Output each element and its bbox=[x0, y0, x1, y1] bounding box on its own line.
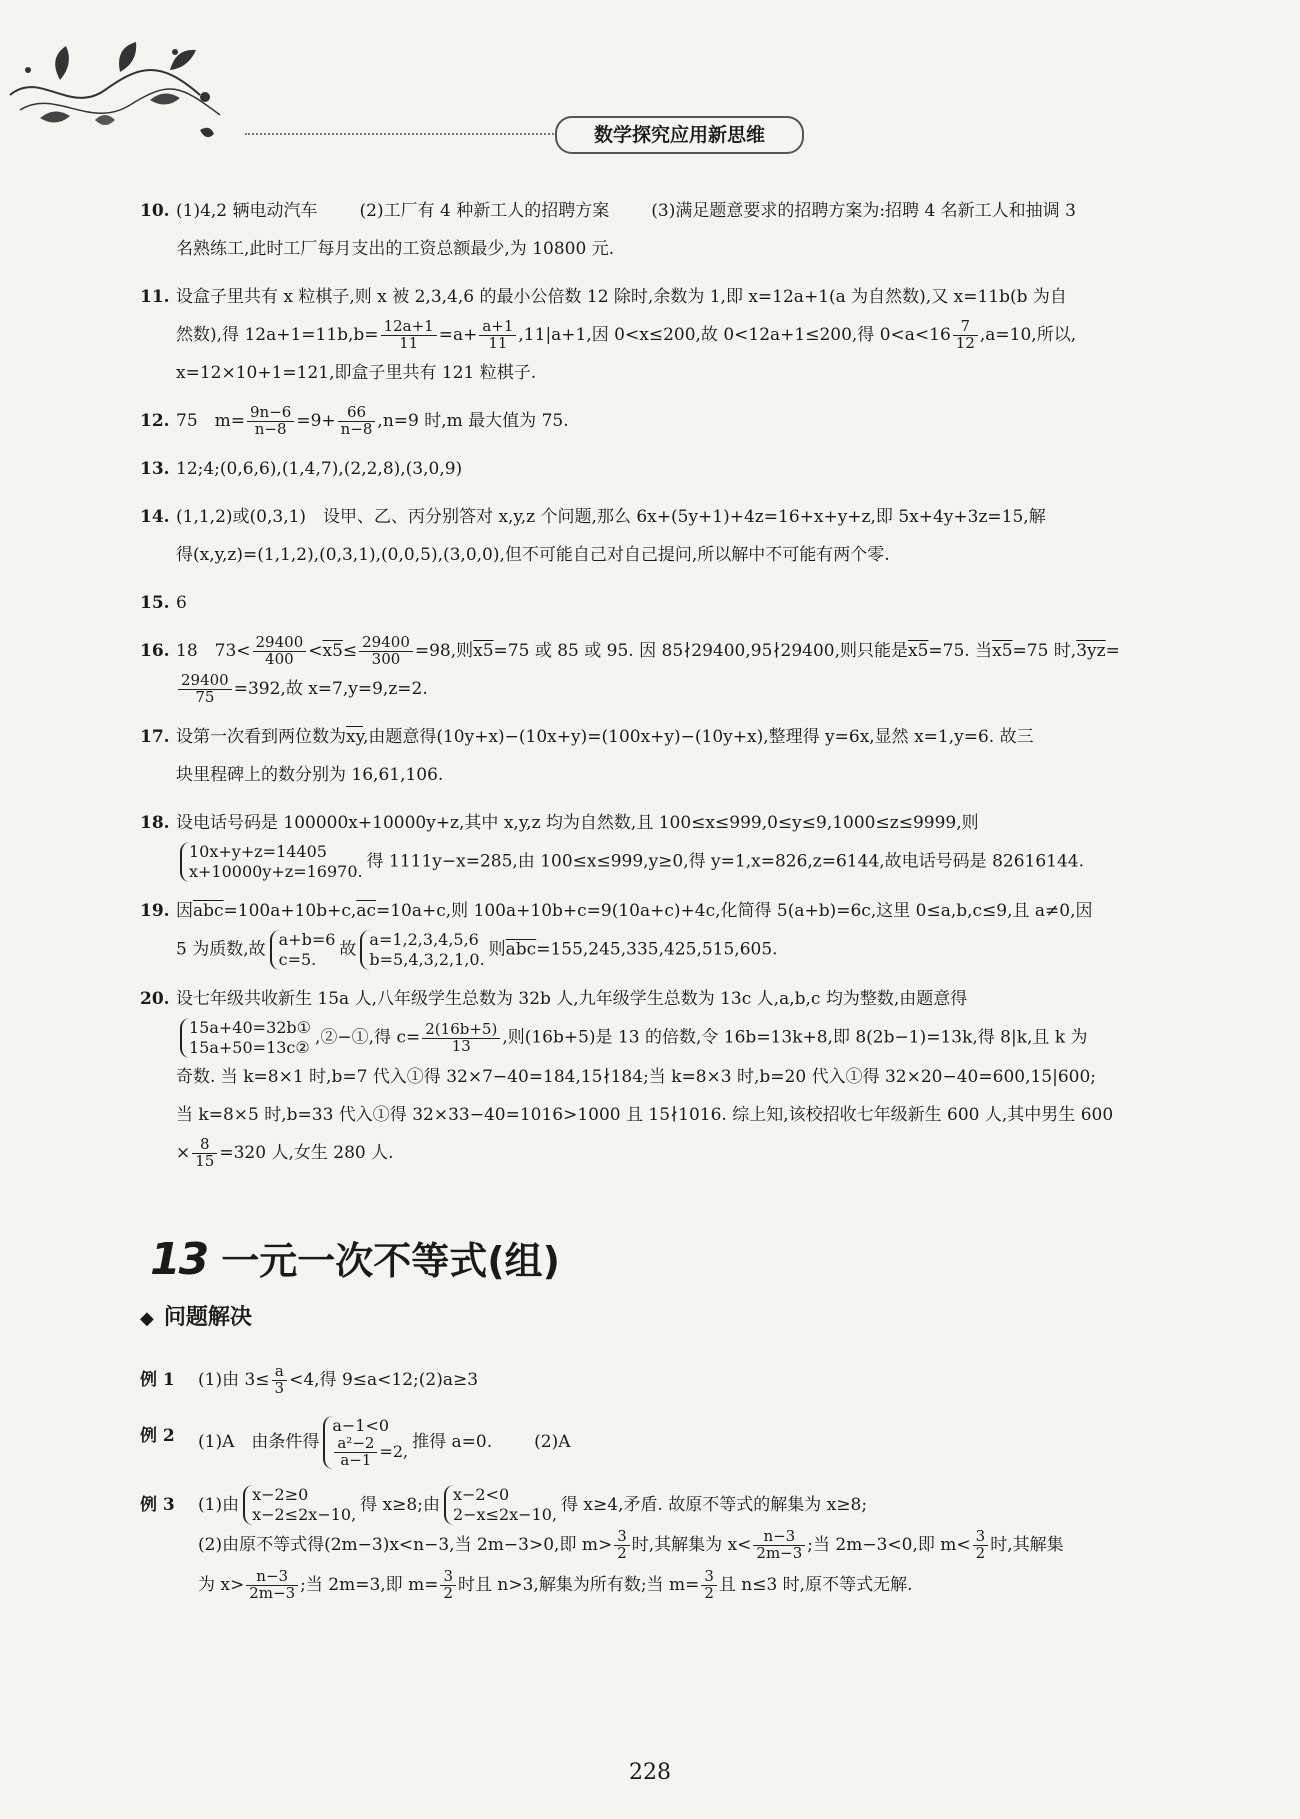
floral-ornament-icon bbox=[0, 0, 260, 160]
item-number: 16. bbox=[140, 641, 170, 661]
item-number: 17. bbox=[140, 727, 170, 747]
answer-14: 14. (1,1,2)或(0,3,1) 设甲、乙、丙分别答对 x,y,z 个问题,那么 6x+(5y+1)+4z=16+x+y+z,即 5x+4y+3z=15,解 得(x,y,z)=(1,1,2),(0,3,1),(0,0,5),(3,0,0),但不可能自己对自己提问,所以解中不可能有两个零. bbox=[140, 498, 1232, 574]
answer-20: 20. 设七年级共收新生 15a 人,八年级学生总数为 32b 人,九年级学生总数为 13c 人,a,b,c 均为整数,由题意得 15a+40=32b① 15a+50=13c② ,②−①,得 c= $\frac{2(16b+5)}{13}$ ,则(16b+5)是 13 的倍数,令 16b=13k+8,即 8(2b−1)=13k,得 8|k,且 k 为 奇数. 当 k=8×1 时,b=7 代入①得 32×7−40=184,15∤184;当 k=8×3 时,b=20 代入①得 32×20−40=600,15|600; 当 k=8×5 时,b=33 代入①得 32×33−40=1016>1000 且 15∤1016. 综上知,该校招收七年级新生 600 人,其中男生 600 × $\frac{8}{15}$ =320 人,女生 280 人. bbox=[140, 980, 1232, 1172]
item-number: 12. bbox=[140, 411, 170, 431]
equation-system: 10x+y+z=14405 x+10000y+z=16970. bbox=[180, 842, 363, 882]
example-3: 例 3 (1)由 x−2≥0 x−2≤2x−10, 得 x≥8;由 x−2<0 2−x≤2x−10, 得 x≥4,矛盾. 故原不等式的解集为 x≥8; (2)由原不等式得(2m−3)x<n−3,当 2m−3>0,即 m> $\frac{3}{2}$ 时,其解集为 x< $\frac{n-3}{2m-3}$ ;当 2m−3<0,即 m< $\frac{3}{2}$ 时,其解集 为 x> $\frac{n-3}{2m-3}$ ;当 2m=3,即 m= $\frac{3}{2}$ 时且 n>3,解集为所有数;当 m= $\frac{3}{2}$ 且 n≤3 时,原不等式无解. bbox=[140, 1485, 1064, 1602]
equation-system: a−1<0 $\frac{\text{a²−2}}{a-1}$ =2, bbox=[323, 1416, 408, 1469]
answer-list bbox=[140, 192, 1232, 1182]
answer-18: 18. 设电话号码是 100000x+10000y+z,其中 x,y,z 均为自然数,且 100≤x≤999,0≤y≤9,1000≤z≤9999,则 10x+y+z=14405 x+10000y+z=16970. 得 1111y−x=285,由 100≤x≤999,y≥0,得 y=1,x=826,z=6144,故电话号码是 82616144. bbox=[140, 804, 1232, 882]
fraction: $\frac{n-3}{2m-3}$ bbox=[753, 1529, 805, 1562]
example-label: 例 2 bbox=[140, 1426, 175, 1446]
example-label: 例 3 bbox=[140, 1494, 175, 1515]
answer-15: 15. 6 bbox=[140, 584, 1232, 622]
header-title: 数学探究应用新思维 bbox=[555, 116, 804, 154]
example-2: 例 2 (1)A 由条件得 a−1<0 $\frac{\text{a²−2}}{a-1}$ =2, 推得 a=0. (2)A bbox=[140, 1416, 571, 1469]
fraction: $\frac{8}{15}$ bbox=[192, 1137, 217, 1170]
fraction: $\frac{3}{2}$ bbox=[973, 1529, 989, 1562]
answer-16: 16. 18 73< $\frac{29400}{400}$ <x5≤ $\frac{29400}{300}$ =98,则x5=75 或 85 或 95. 因 85∤29400,95∤29400,则只能是x5=75. 当x5=75 时,3yz= $\frac{29400}{75}$ =392,故 x=7,y=9,z=2. bbox=[140, 633, 1120, 706]
item-number: 11. bbox=[140, 287, 170, 307]
fraction: $\frac{29400}{400}$ bbox=[253, 635, 307, 668]
section-heading bbox=[150, 1230, 560, 1285]
fraction: $\frac{n-3}{2m-3}$ bbox=[246, 1569, 298, 1602]
fraction: $\frac{\text{a²−2}}{a-1}$ bbox=[334, 1436, 377, 1469]
fraction: $\frac{3}{2}$ bbox=[440, 1569, 456, 1602]
fraction: $\frac{7}{12}$ bbox=[953, 319, 978, 352]
subsection-heading: ◆ 问题解决 bbox=[140, 1305, 252, 1330]
fraction: $\frac{29400}{300}$ bbox=[359, 635, 413, 668]
equation-system: x−2≥0 x−2≤2x−10, bbox=[243, 1485, 356, 1525]
equation-system: x−2<0 2−x≤2x−10, bbox=[444, 1485, 557, 1525]
section-number: 13 bbox=[150, 1234, 208, 1285]
fraction: $\frac{2(16b+5)}{13}$ bbox=[422, 1022, 500, 1055]
answer-11: 11. 设盒子里共有 x 粒棋子,则 x 被 2,3,4,6 的最小公倍数 12 除时,余数为 1,即 x=12a+1(a 为自然数),又 x=11b(b 为自 然数),得 12a+1=11b,b= $\frac{12a+1}{11}$ =a+ $\frac{a+1}{11}$ ,11|a+1,因 0<x≤200,故 0<12a+1≤200,得 0<a<16 $\frac{7}{12}$ ,a=10,所以, x=12×10+1=121,即盒子里共有 121 粒棋子. bbox=[140, 278, 1232, 392]
equation-system: a+b=6 c=5. bbox=[270, 930, 336, 970]
page-header bbox=[0, 0, 1300, 160]
item-number: 13. bbox=[140, 459, 170, 479]
answer-19: 19. 因$\overline{abc}=100a+10b+c,\overline{ac}=10a+c$,则 100a+10b+c=9(10a+c)+4c,化简得 5(a+b)=6c,这里 0≤a,b,c≤9,且 a≠0,因 5 为质数,故 a+b=6 c=5. 故 a=1,2,3,4,5,6 b=5,4,3,2,1,0. 则$\overline{abc}=155,245,335,425,515,605$. bbox=[140, 892, 1232, 970]
example-1: 例 1 (1)由 3≤ $\frac{a}{3}$ <4,得 9≤a<12;(2)a≥3 bbox=[140, 1360, 1232, 1400]
item-number: 18. bbox=[140, 813, 170, 833]
answer-10: 10. (1)4,2 辆电动汽车 (2)工厂有 4 种新工人的招聘方案 (3)满足题意要求的招聘方案为:招聘 4 名新工人和抽调 3 名熟练工,此时工厂每月支出的工资总额最少,为 10800 元. bbox=[140, 192, 1232, 268]
answer-12: 12. 75 m= $\frac{9n-6}{n-8}$ =9+ $\frac{66}{n-8}$ ,n=9 时,m 最大值为 75. bbox=[140, 403, 569, 438]
answer-17: 17. 设第一次看到两位数为$\overline{xy}$,由题意得(10y+x)−(10x+y)=(100x+y)−(10y+x),整理得 y=6x,显然 x=1,y=6. 故三 块里程碑上的数分别为 16,61,106. bbox=[140, 718, 1232, 794]
diamond-icon: ◆ bbox=[140, 1308, 154, 1329]
fraction: $\frac{3}{2}$ bbox=[614, 1529, 630, 1562]
item-number: 20. bbox=[140, 989, 170, 1009]
equation-system: a=1,2,3,4,5,6 b=5,4,3,2,1,0. bbox=[360, 930, 484, 970]
item-number: 19. bbox=[140, 901, 170, 921]
fraction: $\frac{9n-6}{n-8}$ bbox=[247, 405, 294, 438]
page-number: 228 bbox=[629, 1760, 671, 1785]
item-number: 15. bbox=[140, 593, 170, 613]
equation-system: 15a+40=32b① 15a+50=13c② bbox=[180, 1018, 311, 1058]
fraction: $\frac{29400}{75}$ bbox=[178, 673, 232, 706]
fraction: $\frac{3}{2}$ bbox=[701, 1569, 717, 1602]
item-number: 10. bbox=[140, 201, 170, 221]
example-list bbox=[140, 1360, 1232, 1621]
fraction: $\frac{a+1}{11}$ bbox=[479, 319, 516, 352]
answer-13: 13. 12;4;(0,6,6),(1,4,7),(2,2,8),(3,0,9) bbox=[140, 450, 1232, 488]
fraction: $\frac{a}{3}$ bbox=[272, 1364, 288, 1397]
example-label: 例 1 bbox=[140, 1370, 175, 1390]
section-title-text: 一元一次不等式(组) bbox=[221, 1239, 560, 1283]
item-number: 14. bbox=[140, 507, 170, 527]
fraction: $\frac{12a+1}{11}$ bbox=[381, 319, 437, 352]
fraction: $\frac{66}{n-8}$ bbox=[338, 405, 376, 438]
